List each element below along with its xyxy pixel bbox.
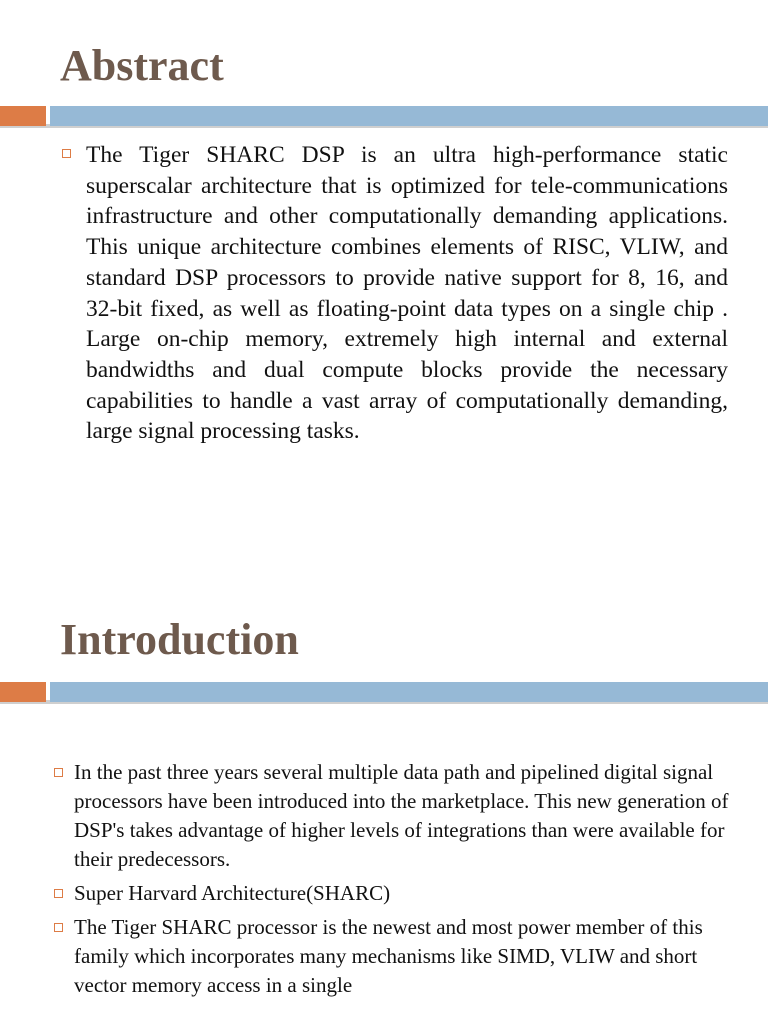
square-bullet-icon [54, 889, 63, 898]
list-item [50, 879, 750, 908]
introduction-bullet-list [50, 758, 750, 1005]
list-item-text: In the past three years several multiple data path and pipelined digital signal processors have been introduced into the marketplace. This new generation of DSP's takes advantage of higher levels of integrations than were available for their predecessors. [74, 760, 729, 871]
title-divider-bar [0, 104, 768, 130]
list-item-text: The Tiger SHARC processor is the newest and most power member of this family which incorporates many mechanisms like SIMD, VLIW and short vector memory access in a single [74, 915, 703, 997]
divider-accent-blue [50, 106, 768, 126]
abstract-paragraph: The Tiger SHARC DSP is an ultra high-performance static superscalar architecture that is optimized for tele-communications infrastructure and other computationally demanding applications. This unique architecture combines elements of RISC, VLIW, and standard DSP processors to provide native support for 8, 16, and 32-bit fixed, as well as floating-point data types on a single chip . Large on-chip memory, extremely high internal and external bandwidths and dual compute blocks provide the necessary capabilities to handle a vast array of computationally demanding, large signal processing tasks. [86, 142, 728, 445]
list-item-text: Super Harvard Architecture(SHARC) [74, 881, 391, 905]
divider-accent-orange [0, 106, 46, 126]
square-bullet-icon [54, 768, 63, 777]
list-item [50, 913, 750, 1000]
abstract-title: Abstract [60, 41, 224, 90]
introduction-title: Introduction [60, 615, 299, 664]
square-bullet-icon [62, 149, 71, 158]
list-item [50, 758, 750, 874]
title-divider-bar [0, 680, 768, 706]
divider-accent-orange [0, 682, 46, 702]
divider-accent-blue [50, 682, 768, 702]
square-bullet-icon [54, 923, 63, 932]
